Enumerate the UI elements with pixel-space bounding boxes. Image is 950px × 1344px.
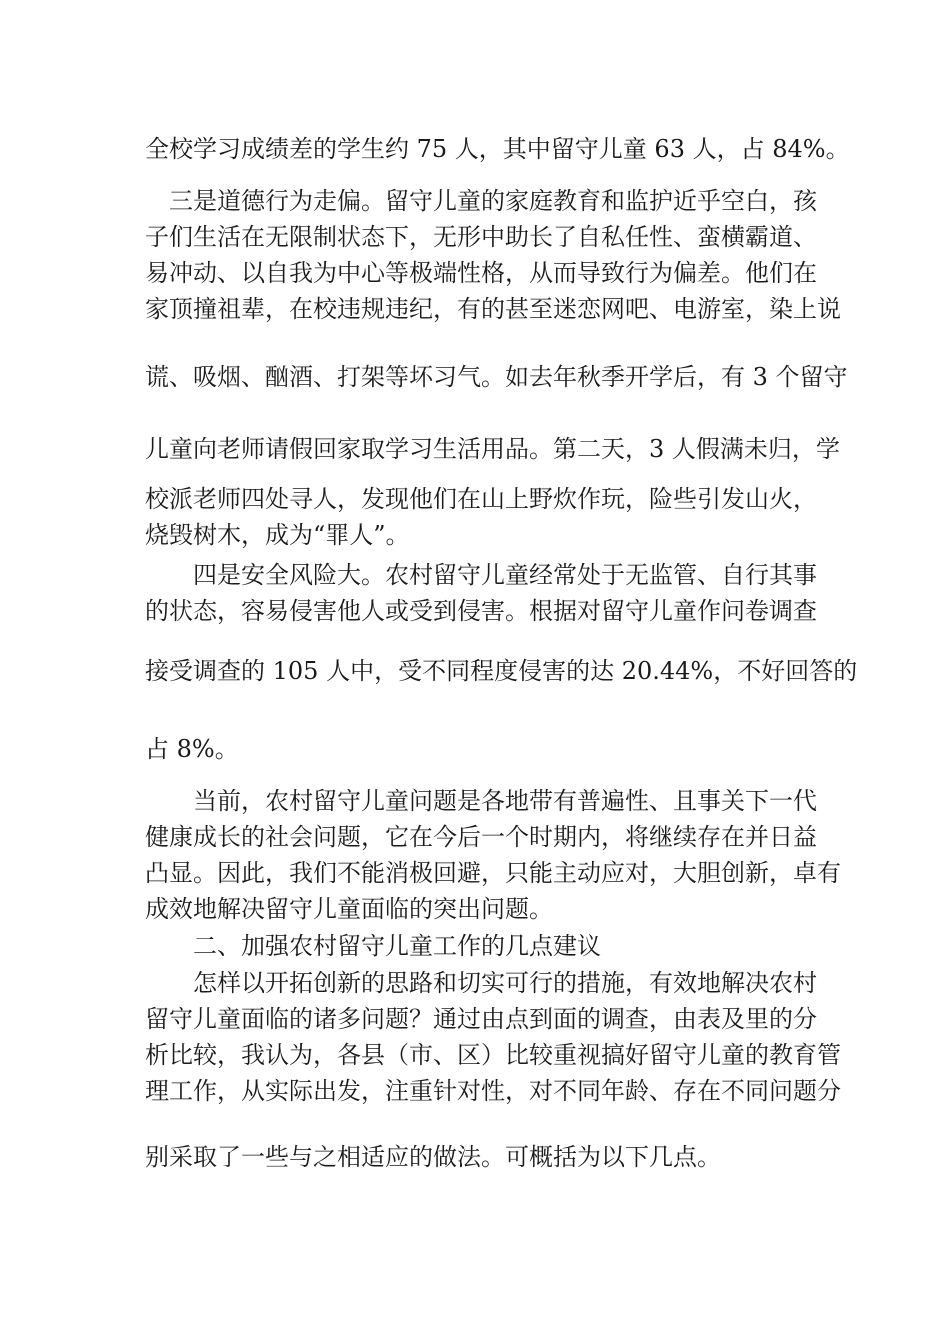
text-line-21: 析比较，我认为，各县（市、区）比较重视搞好留守儿童的教育管 — [145, 1041, 841, 1069]
text-line-16: 凸显。因此，我们不能消极回避，只能主动应对，大胆创新，卓有 — [145, 859, 841, 887]
text-line-3: 子们生活在无限制状态下，无形中助长了自私任性、蛮横霸道、 — [145, 223, 817, 251]
text-line-8: 校派老师四处寻人，发现他们在山上野炊作玩，险些引发山火， — [145, 485, 817, 513]
text-line-5: 家顶撞祖辈，在校违规违纪，有的甚至迷恋网吧、电游室，染上说 — [145, 295, 841, 323]
text-line-13: 占 8%。 — [145, 735, 239, 763]
text-line-15: 健康成长的社会问题，它在今后一个时期内，将继续存在并日益 — [145, 823, 817, 851]
text-line-1: 全校学习成绩差的学生约 75 人，其中留守儿童 63 人，占 84%。 — [145, 135, 850, 163]
text-line-19: 怎样以开拓创新的思路和切实可行的措施，有效地解决农村 — [193, 969, 817, 997]
text-line-9: 烧毁树木，成为“罪人”。 — [145, 521, 410, 549]
text-line-2: 三是道德行为走偏。留守儿童的家庭教育和监护近乎空白，孩 — [169, 187, 817, 215]
text-line-12: 接受调查的 105 人中，受不同程度侵害的达 20.44%，不好回答的 — [145, 657, 858, 685]
text-line-17: 成效地解决留守儿童面临的突出问题。 — [145, 895, 553, 923]
section-heading: 二、加强农村留守儿童工作的几点建议 — [193, 932, 601, 960]
text-line-14: 当前，农村留守儿童问题是各地带有普遍性、且事关下一代 — [193, 787, 817, 815]
text-line-22: 理工作，从实际出发，注重针对性，对不同年龄、存在不同问题分 — [145, 1077, 841, 1105]
text-line-4: 易冲动、以自我为中心等极端性格，从而导致行为偏差。他们在 — [145, 259, 817, 287]
text-line-11: 的状态，容易侵害他人或受到侵害。根据对留守儿童作问卷调查 — [145, 597, 817, 625]
text-line-6: 谎、吸烟、酗酒、打架等坏习气。如去年秋季开学后，有 3 个留守 — [145, 363, 848, 391]
text-line-7: 儿童向老师请假回家取学习生活用品。第二天，3 人假满未归，学 — [145, 435, 840, 463]
text-line-10: 四是安全风险大。农村留守儿童经常处于无监管、自行其事 — [193, 561, 817, 589]
text-line-20: 留守儿童面临的诸多问题？通过由点到面的调查，由表及里的分 — [145, 1005, 817, 1033]
text-line-23: 别采取了一些与之相适应的做法。可概括为以下几点。 — [145, 1143, 721, 1171]
